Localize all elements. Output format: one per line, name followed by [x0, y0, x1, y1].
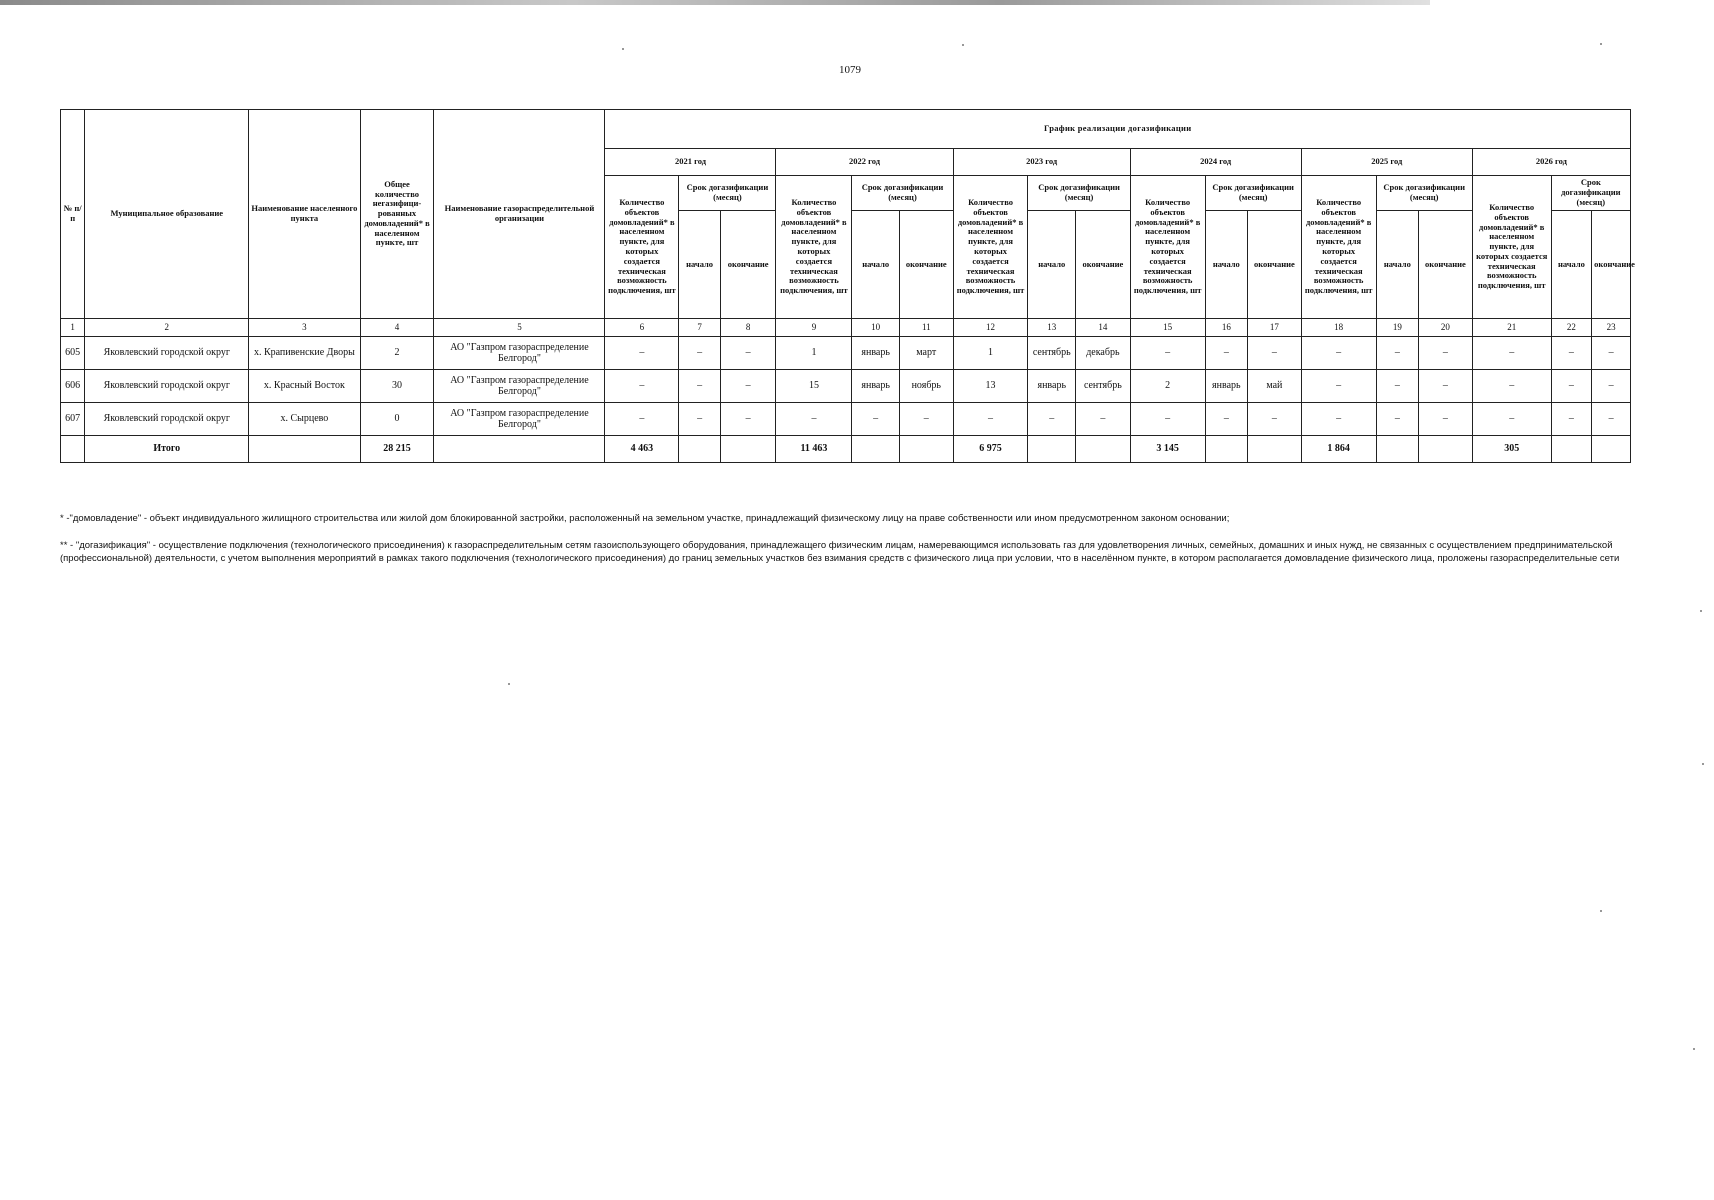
- row-cell: –: [1028, 403, 1076, 436]
- start-header: начало: [852, 211, 900, 319]
- column-number: 17: [1248, 319, 1302, 337]
- start-header: начало: [1205, 211, 1248, 319]
- start-header: начало: [1376, 211, 1419, 319]
- scan-edge: [0, 0, 1430, 5]
- column-number: 14: [1076, 319, 1131, 337]
- row-cell: январь: [852, 337, 900, 370]
- schedule-title: График реализации догазификации: [605, 110, 1631, 149]
- row-total: 0: [360, 403, 434, 436]
- term-header: Срок догазификации (месяц): [1376, 176, 1472, 211]
- row-cell: 1: [776, 337, 852, 370]
- row-cell: –: [720, 370, 776, 403]
- header-gas-org: Наименование газораспределительной организации: [434, 110, 605, 319]
- row-cell: –: [899, 403, 953, 436]
- total-empty: [679, 436, 720, 463]
- row-municipality: Яковлевский городской округ: [85, 337, 249, 370]
- column-number: 18: [1301, 319, 1376, 337]
- row-cell: –: [852, 403, 900, 436]
- row-total: 30: [360, 370, 434, 403]
- header-settlement: Наименование населенного пункта: [249, 110, 360, 319]
- column-number: 3: [249, 319, 360, 337]
- column-number: 11: [899, 319, 953, 337]
- row-cell: 15: [776, 370, 852, 403]
- row-cell: –: [605, 337, 679, 370]
- year-total: 11 463: [776, 436, 852, 463]
- year-header: 2023 год: [953, 149, 1130, 176]
- scan-speck: [622, 48, 624, 50]
- footnote-gasification: ** - "догазификация" - осуществление подключения (технологического присоединения) к газораспределительным сетям газоиспользующего оборудования, принадлежащего физическим лицам, намеревающимся использовать газ для удовлетворения личных, семейных, домашних и иных нужд, не связанных с осуществлением предпринимательской (профессиональной) деятельности, с учетом выполнения мероприятий в рамках такого подключения (технологического присоединения) до границ земельных участков без взимания средств с физического лица при условии, что в населённом пункте, в котором располагается домовладение физического лица, проложены газораспределительные сети: [60, 539, 1620, 564]
- year-header: 2025 год: [1301, 149, 1472, 176]
- row-num: 606: [61, 370, 85, 403]
- row-cell: –: [679, 403, 720, 436]
- row-cell: –: [679, 370, 720, 403]
- total-empty: [61, 436, 85, 463]
- row-cell: –: [1376, 370, 1419, 403]
- row-org: АО "Газпром газораспределение Белгород": [434, 370, 605, 403]
- term-header: Срок догазификации (месяц): [679, 176, 776, 211]
- row-cell: –: [605, 370, 679, 403]
- qty-header: Количество объектов домовладений* в населенном пункте, для которых создается техническая возможность подключения, шт: [1472, 176, 1551, 319]
- row-cell: –: [720, 403, 776, 436]
- row-cell: –: [1592, 370, 1631, 403]
- total-empty: [720, 436, 776, 463]
- row-cell: –: [1551, 403, 1591, 436]
- row-cell: –: [953, 403, 1028, 436]
- row-cell: –: [1419, 370, 1473, 403]
- column-number: 12: [953, 319, 1028, 337]
- column-number: 4: [360, 319, 434, 337]
- row-municipality: Яковлевский городской округ: [85, 403, 249, 436]
- column-number: 22: [1551, 319, 1591, 337]
- end-header: окончание: [1592, 211, 1631, 319]
- column-number: 5: [434, 319, 605, 337]
- column-number: 1: [61, 319, 85, 337]
- scan-speck: [962, 44, 964, 46]
- term-header: Срок догазификации (месяц): [1028, 176, 1130, 211]
- row-cell: –: [1205, 337, 1248, 370]
- row-total: 2: [360, 337, 434, 370]
- row-cell: –: [1472, 370, 1551, 403]
- term-header: Срок догазификации (месяц): [1551, 176, 1630, 211]
- scan-speck: [1693, 1048, 1695, 1050]
- table-row: [61, 337, 1631, 370]
- year-total: 6 975: [953, 436, 1028, 463]
- row-cell: сентябрь: [1076, 370, 1131, 403]
- total-empty: [852, 436, 900, 463]
- row-cell: 1: [953, 337, 1028, 370]
- row-cell: –: [1592, 337, 1631, 370]
- start-header: начало: [679, 211, 720, 319]
- row-cell: –: [1301, 403, 1376, 436]
- gasification-schedule-table: [60, 109, 1635, 463]
- row-cell: сентябрь: [1028, 337, 1076, 370]
- total-empty: [249, 436, 360, 463]
- year-header: 2024 год: [1130, 149, 1301, 176]
- column-number: 8: [720, 319, 776, 337]
- end-header: окончание: [899, 211, 953, 319]
- column-number: 15: [1130, 319, 1205, 337]
- column-number: 13: [1028, 319, 1076, 337]
- row-cell: –: [1419, 337, 1473, 370]
- row-cell: 13: [953, 370, 1028, 403]
- total-empty: [1028, 436, 1076, 463]
- total-empty: [1551, 436, 1591, 463]
- row-cell: –: [1376, 337, 1419, 370]
- column-number: 16: [1205, 319, 1248, 337]
- qty-header: Количество объектов домовладений* в населенном пункте, для которых создается техническая возможность подключения, шт: [953, 176, 1028, 319]
- total-empty: [1248, 436, 1302, 463]
- scan-speck: [1700, 610, 1702, 612]
- row-settlement: х. Красный Восток: [249, 370, 360, 403]
- row-municipality: Яковлевский городской округ: [85, 370, 249, 403]
- row-cell: –: [1130, 337, 1205, 370]
- row-cell: –: [605, 403, 679, 436]
- column-number: 19: [1376, 319, 1419, 337]
- footnotes: [60, 513, 1630, 579]
- year-total: 1 864: [1301, 436, 1376, 463]
- total-empty: [1376, 436, 1419, 463]
- row-cell: март: [899, 337, 953, 370]
- row-cell: –: [1419, 403, 1473, 436]
- footnote-household: * -"домовладение" - объект индивидуального жилищного строительства или жилой дом блокированной застройки, расположенный на земельном участке, принадлежащий физическому лицу на праве собственности или ином предусмотренном законом основании;: [60, 513, 1230, 524]
- year-total: 4 463: [605, 436, 679, 463]
- end-header: окончание: [1419, 211, 1473, 319]
- column-number: 6: [605, 319, 679, 337]
- qty-header: Количество объектов домовладений* в населенном пункте, для которых создается техническая возможность подключения, шт: [1130, 176, 1205, 319]
- row-cell: –: [1551, 337, 1591, 370]
- header-num: № п/п: [61, 110, 85, 319]
- row-cell: –: [1472, 403, 1551, 436]
- year-total: 3 145: [1130, 436, 1205, 463]
- row-cell: –: [1130, 403, 1205, 436]
- year-header: 2026 год: [1472, 149, 1630, 176]
- column-number: 9: [776, 319, 852, 337]
- row-cell: –: [1592, 403, 1631, 436]
- total-empty: [899, 436, 953, 463]
- page-number: 1079: [839, 64, 861, 76]
- column-number: 23: [1592, 319, 1631, 337]
- row-cell: –: [1551, 370, 1591, 403]
- row-num: 607: [61, 403, 85, 436]
- row-cell: декабрь: [1076, 337, 1131, 370]
- row-cell: –: [1376, 403, 1419, 436]
- total-empty: [1205, 436, 1248, 463]
- end-header: окончание: [1248, 211, 1302, 319]
- year-header: 2021 год: [605, 149, 776, 176]
- row-cell: ноябрь: [899, 370, 953, 403]
- total-all: 28 215: [360, 436, 434, 463]
- header-total-non-gasified: Общее количество негазифици-рованных домовладений* в населенном пункте, шт: [360, 110, 434, 319]
- scan-speck: [508, 683, 510, 685]
- row-num: 605: [61, 337, 85, 370]
- table-row: [61, 403, 1631, 436]
- total-row: [61, 436, 1631, 463]
- row-cell: –: [1248, 403, 1302, 436]
- year-total: 305: [1472, 436, 1551, 463]
- row-cell: –: [1301, 337, 1376, 370]
- total-empty: [434, 436, 605, 463]
- row-cell: –: [1472, 337, 1551, 370]
- row-cell: –: [1076, 403, 1131, 436]
- row-cell: –: [1301, 370, 1376, 403]
- end-header: окончание: [720, 211, 776, 319]
- row-org: АО "Газпром газораспределение Белгород": [434, 403, 605, 436]
- year-header: 2022 год: [776, 149, 953, 176]
- end-header: окончание: [1076, 211, 1131, 319]
- row-cell: –: [720, 337, 776, 370]
- column-number: 10: [852, 319, 900, 337]
- row-org: АО "Газпром газораспределение Белгород": [434, 337, 605, 370]
- scan-speck: [1600, 910, 1602, 912]
- row-cell: январь: [1028, 370, 1076, 403]
- scan-speck: [1600, 43, 1602, 45]
- column-number: 2: [85, 319, 249, 337]
- row-cell: май: [1248, 370, 1302, 403]
- row-settlement: х. Крапивенские Дворы: [249, 337, 360, 370]
- qty-header: Количество объектов домовладений* в населенном пункте, для которых создается техническая возможность подключения, шт: [1301, 176, 1376, 319]
- table-row: [61, 370, 1631, 403]
- column-number: 21: [1472, 319, 1551, 337]
- row-cell: –: [1205, 403, 1248, 436]
- total-empty: [1419, 436, 1473, 463]
- row-cell: –: [679, 337, 720, 370]
- start-header: начало: [1028, 211, 1076, 319]
- total-empty: [1076, 436, 1131, 463]
- row-cell: –: [776, 403, 852, 436]
- total-label: Итого: [85, 436, 249, 463]
- header-municipality: Муниципальное образование: [85, 110, 249, 319]
- term-header: Срок догазификации (месяц): [1205, 176, 1301, 211]
- column-number: 7: [679, 319, 720, 337]
- qty-header: Количество объектов домовладений* в населенном пункте, для которых создается техническая возможность подключения, шт: [776, 176, 852, 319]
- gasification-schedule-sheet: [60, 109, 1635, 463]
- qty-header: Количество объектов домовладений* в населенном пункте, для которых создается техническая возможность подключения, шт: [605, 176, 679, 319]
- term-header: Срок догазификации (месяц): [852, 176, 953, 211]
- total-empty: [1592, 436, 1631, 463]
- start-header: начало: [1551, 211, 1591, 319]
- column-number: 20: [1419, 319, 1473, 337]
- row-cell: –: [1248, 337, 1302, 370]
- row-cell: 2: [1130, 370, 1205, 403]
- row-cell: январь: [1205, 370, 1248, 403]
- row-settlement: х. Сырцево: [249, 403, 360, 436]
- scan-speck: [1702, 763, 1704, 765]
- row-cell: январь: [852, 370, 900, 403]
